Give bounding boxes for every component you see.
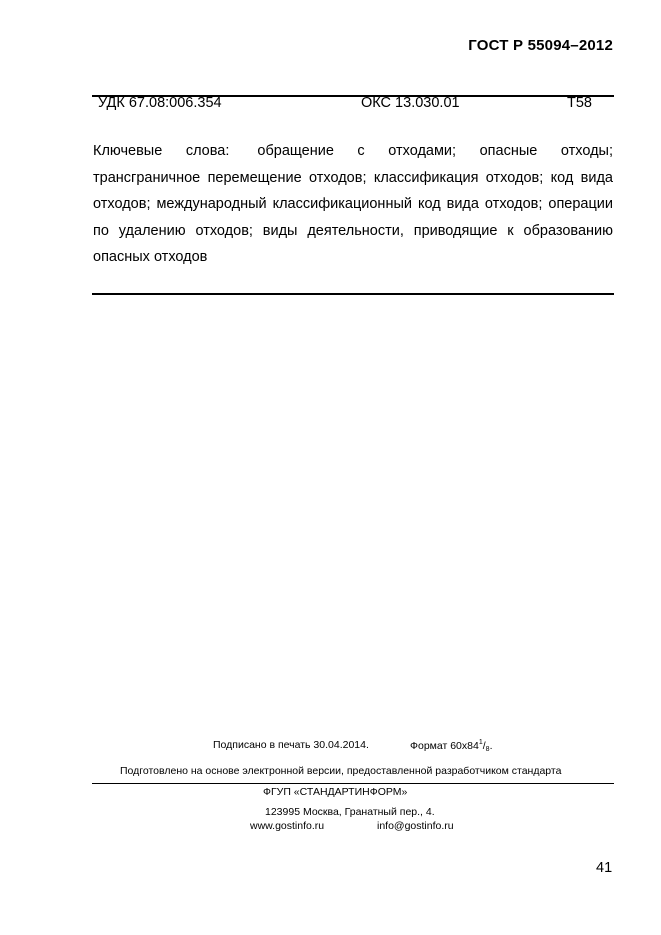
udk-code: УДК 67.08:006.354 [98,95,222,111]
group-code: Т58 [567,95,592,111]
signed-date: Подписано в печать 30.04.2014. [213,739,369,751]
print-format: Формат $60x84^1/_8$. [410,739,493,753]
format-numerator: 1 [478,739,483,746]
format-denominator: 8 [485,746,490,753]
page-number: 41 [596,860,613,876]
footer-divider [92,783,614,784]
publisher-name: ФГУП «СТАНДАРТИНФОРМ» [263,786,408,798]
keywords-paragraph [93,138,613,271]
keywords-label: Ключевые слова: [93,143,230,159]
format-label: Формат 60x84 [410,740,479,752]
format-end: . [489,740,493,752]
website-link[interactable]: www.gostinfo.ru [250,820,325,832]
keywords-divider [92,293,614,295]
prepared-note: Подготовлено на основе электронной версии, предоставленной разработчиком стандарта [120,765,562,777]
oks-code: ОКС 13.030.01 [361,95,460,111]
standard-code: ГОСТ Р 55094–2012 [468,37,613,54]
classification-row [98,95,608,115]
keywords-text: обращение с отходами; опасные отходы; трансграничное перемещение отходов; классификация отходов; код вида отходов; международный классификационный код вида отходов; операции по удалению отходов; виды деятельности, приводящие к образованию опасных отходов [93,143,614,265]
email-link[interactable]: info@gostinfo.ru [377,820,454,832]
publisher-address: 123995 Москва, Гранатный пер., 4. [265,806,435,818]
